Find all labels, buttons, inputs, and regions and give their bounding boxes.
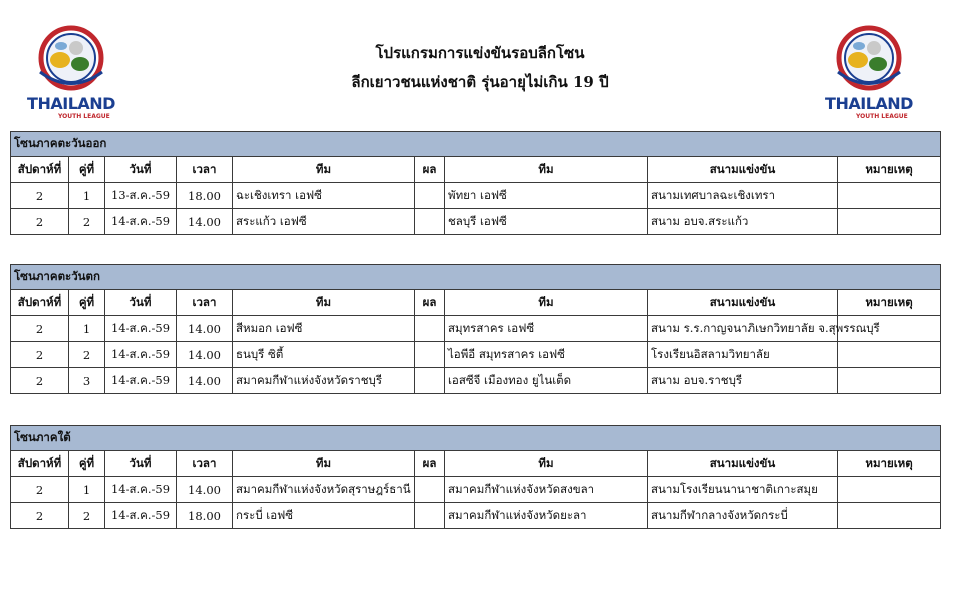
cell-result [415, 342, 445, 368]
table-row [11, 342, 941, 368]
cell-remark [838, 477, 941, 503]
document-header [280, 42, 680, 94]
cell-venue: สนามเทศบาลฉะเชิงเทรา [648, 183, 838, 209]
logo-tagline: YOUTH LEAGUE [856, 113, 908, 120]
table-row [11, 477, 941, 503]
cell-week: 2 [11, 209, 69, 235]
cell-date: 14-ส.ค.-59 [105, 316, 177, 342]
cell-result [415, 503, 445, 529]
column-header-away-team: ทีม [445, 157, 648, 183]
cell-week: 2 [11, 183, 69, 209]
cell-home-team: ฉะเชิงเทรา เอฟซี [233, 183, 415, 209]
cell-time: 18.00 [177, 183, 233, 209]
cell-match-no: 2 [69, 342, 105, 368]
cell-time: 14.00 [177, 316, 233, 342]
logo-wordmark: THAILAND [27, 94, 115, 113]
column-header-result: ผล [415, 451, 445, 477]
cell-venue: สนามกีฬากลางจังหวัดกระบี่ [648, 503, 838, 529]
column-header-match-no: คู่ที่ [69, 451, 105, 477]
cell-week: 2 [11, 342, 69, 368]
column-header-week: สัปดาห์ที่ [11, 451, 69, 477]
zone-title: โซนภาคใต้ [11, 426, 941, 451]
cell-away-team: พัทยา เอฟซี [445, 183, 648, 209]
cell-date: 14-ส.ค.-59 [105, 477, 177, 503]
logo-tagline: YOUTH LEAGUE [58, 113, 110, 120]
cell-time: 14.00 [177, 477, 233, 503]
header-row [11, 290, 941, 316]
cell-remark [838, 342, 941, 368]
column-header-date: วันที่ [105, 157, 177, 183]
cell-result [415, 209, 445, 235]
column-header-time: เวลา [177, 290, 233, 316]
cell-venue: โรงเรียนอิสลามวิทยาลัย [648, 342, 838, 368]
cell-week: 2 [11, 368, 69, 394]
column-header-home-team: ทีม [233, 451, 415, 477]
cell-home-team: สระแก้ว เอฟซี [233, 209, 415, 235]
cell-date: 13-ส.ค.-59 [105, 183, 177, 209]
cell-match-no: 2 [69, 209, 105, 235]
league-emblem-icon [814, 20, 924, 100]
cell-venue: สนาม อบจ.ราชบุรี [648, 368, 838, 394]
column-header-venue: สนามแข่งขัน [648, 157, 838, 183]
document-title: โปรแกรมการแข่งขันรอบลีกโซน [375, 44, 585, 62]
column-header-remark: หมายเหตุ [838, 157, 941, 183]
column-header-result: ผล [415, 157, 445, 183]
cell-match-no: 3 [69, 368, 105, 394]
column-header-remark: หมายเหตุ [838, 451, 941, 477]
cell-away-team: สมาคมกีฬาแห่งจังหวัดสงขลา [445, 477, 648, 503]
cell-match-no: 1 [69, 183, 105, 209]
cell-remark [838, 368, 941, 394]
cell-result [415, 477, 445, 503]
table-row [11, 503, 941, 529]
column-header-date: วันที่ [105, 451, 177, 477]
column-header-time: เวลา [177, 157, 233, 183]
zone-table-west [10, 264, 941, 394]
column-header-home-team: ทีม [233, 290, 415, 316]
column-header-venue: สนามแข่งขัน [648, 451, 838, 477]
cell-date: 14-ส.ค.-59 [105, 209, 177, 235]
cell-match-no: 2 [69, 503, 105, 529]
cell-home-team: สมาคมกีฬาแห่งจังหวัดราชบุรี [233, 368, 415, 394]
column-header-week: สัปดาห์ที่ [11, 290, 69, 316]
table-row [11, 209, 941, 235]
cell-match-no: 1 [69, 316, 105, 342]
cell-venue: สนาม ร.ร.กาญจนาภิเษกวิทยาลัย จ.สุพรรณบุรี [648, 316, 838, 342]
cell-home-team: ธนบุรี ซิตี้ [233, 342, 415, 368]
cell-week: 2 [11, 316, 69, 342]
cell-date: 14-ส.ค.-59 [105, 368, 177, 394]
cell-home-team: กระบี่ เอฟซี [233, 503, 415, 529]
zone-title: โซนภาคตะวันออก [11, 132, 941, 157]
cell-home-team: สีหมอก เอฟซี [233, 316, 415, 342]
header-row [11, 157, 941, 183]
column-header-match-no: คู่ที่ [69, 157, 105, 183]
cell-venue: สนามโรงเรียนนานาชาติเกาะสมุย [648, 477, 838, 503]
zone-table-east [10, 131, 941, 235]
cell-time: 14.00 [177, 209, 233, 235]
cell-time: 18.00 [177, 503, 233, 529]
table-row [11, 183, 941, 209]
cell-venue: สนาม อบจ.สระแก้ว [648, 209, 838, 235]
column-header-remark: หมายเหตุ [838, 290, 941, 316]
column-header-result: ผล [415, 290, 445, 316]
league-emblem-icon [16, 20, 126, 100]
cell-match-no: 1 [69, 477, 105, 503]
column-header-date: วันที่ [105, 290, 177, 316]
cell-away-team: ไอพีอี สมุทรสาคร เอฟซี [445, 342, 648, 368]
logo-wordmark: THAILAND [825, 94, 913, 113]
cell-away-team: สมุทรสาคร เอฟซี [445, 316, 648, 342]
table-row [11, 316, 941, 342]
column-header-away-team: ทีม [445, 451, 648, 477]
cell-remark [838, 183, 941, 209]
cell-date: 14-ส.ค.-59 [105, 342, 177, 368]
column-header-time: เวลา [177, 451, 233, 477]
document-subtitle: ลีกเยาวชนแห่งชาติ รุ่นอายุไม่เกิน 19 ปี [351, 73, 609, 91]
cell-week: 2 [11, 477, 69, 503]
cell-week: 2 [11, 503, 69, 529]
cell-remark [838, 503, 941, 529]
cell-date: 14-ส.ค.-59 [105, 503, 177, 529]
cell-time: 14.00 [177, 368, 233, 394]
column-header-week: สัปดาห์ที่ [11, 157, 69, 183]
zone-table-south [10, 425, 941, 529]
cell-result [415, 183, 445, 209]
header-row [11, 451, 941, 477]
cell-away-team: ชลบุรี เอฟซี [445, 209, 648, 235]
cell-result [415, 368, 445, 394]
table-row [11, 368, 941, 394]
cell-away-team: เอสซีจี เมืองทอง ยูไนเต็ด [445, 368, 648, 394]
thailand-youth-league-logo-left [16, 20, 126, 120]
cell-home-team: สมาคมกีฬาแห่งจังหวัดสุราษฎร์ธานี [233, 477, 415, 503]
column-header-match-no: คู่ที่ [69, 290, 105, 316]
column-header-away-team: ทีม [445, 290, 648, 316]
cell-away-team: สมาคมกีฬาแห่งจังหวัดยะลา [445, 503, 648, 529]
column-header-venue: สนามแข่งขัน [648, 290, 838, 316]
cell-time: 14.00 [177, 342, 233, 368]
cell-remark [838, 209, 941, 235]
zone-title: โซนภาคตะวันตก [11, 265, 941, 290]
cell-result [415, 316, 445, 342]
column-header-home-team: ทีม [233, 157, 415, 183]
thailand-youth-league-logo-right [814, 20, 924, 120]
